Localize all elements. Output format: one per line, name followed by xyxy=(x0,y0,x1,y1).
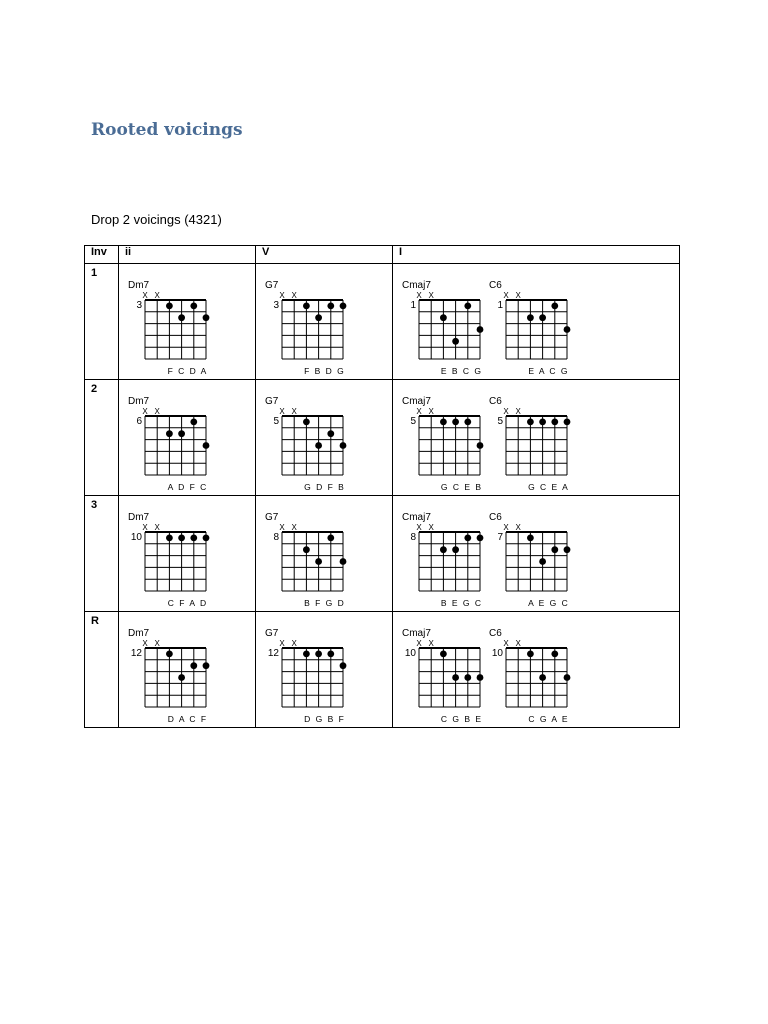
finger-dot xyxy=(340,303,347,310)
note-names: E B C G xyxy=(440,366,483,376)
muted-string-marker: X xyxy=(428,291,434,300)
fret-number: 10 xyxy=(404,648,416,659)
chord-diagram xyxy=(393,496,490,608)
chord-diagram xyxy=(480,612,577,724)
finger-dot xyxy=(190,535,197,542)
section-subtitle: Drop 2 voicings (4321) xyxy=(91,212,222,227)
finger-dot xyxy=(440,419,447,426)
finger-dot xyxy=(452,419,459,426)
chord-diagram xyxy=(256,380,353,492)
muted-string-marker: X xyxy=(515,407,521,416)
finger-dot xyxy=(527,535,534,542)
finger-dot xyxy=(440,651,447,658)
finger-dot xyxy=(464,674,471,681)
note-names: F C D A xyxy=(167,366,208,376)
note-names: A D F C xyxy=(167,482,208,492)
finger-dot xyxy=(452,674,459,681)
finger-dot xyxy=(166,430,173,437)
inversion-label: 1 xyxy=(85,264,119,380)
chord-name: C6 xyxy=(489,396,502,407)
finger-dot xyxy=(539,674,546,681)
chord-diagram xyxy=(256,496,353,608)
chord-name: C6 xyxy=(489,628,502,639)
inversion-label: 3 xyxy=(85,496,119,612)
finger-dot xyxy=(303,546,310,553)
chord-name: Dm7 xyxy=(128,396,150,407)
finger-dot xyxy=(303,303,310,310)
finger-dot xyxy=(327,303,334,310)
table-row xyxy=(85,496,680,612)
finger-dot xyxy=(315,314,322,321)
muted-string-marker: X xyxy=(503,291,509,300)
finger-dot xyxy=(551,546,558,553)
chord-diagram-wrapper xyxy=(119,612,216,724)
table-row xyxy=(85,612,680,728)
chord-diagram-wrapper xyxy=(256,612,353,724)
chord-diagram-wrapper xyxy=(256,380,353,492)
note-names: G C E A xyxy=(528,482,570,492)
finger-dot xyxy=(340,442,347,449)
chord-diagram xyxy=(393,380,490,492)
finger-dot xyxy=(340,662,347,669)
note-names: C F A D xyxy=(167,598,208,608)
muted-string-marker: X xyxy=(515,291,521,300)
finger-dot xyxy=(564,326,571,333)
chord-diagram xyxy=(480,380,577,492)
muted-string-marker: X xyxy=(515,523,521,532)
muted-string-marker: X xyxy=(416,407,422,416)
fret-number: 1 xyxy=(497,300,503,311)
chord-name: Cmaj7 xyxy=(402,396,431,407)
finger-dot xyxy=(190,303,197,310)
finger-dot xyxy=(203,314,210,321)
note-names: B F G D xyxy=(304,598,346,608)
finger-dot xyxy=(178,674,185,681)
chord-diagram-wrapper xyxy=(119,380,216,492)
chord-cell xyxy=(256,264,393,380)
chord-diagram-wrapper xyxy=(393,496,490,608)
chord-name: C6 xyxy=(489,280,502,291)
fret-number: 5 xyxy=(273,416,279,427)
finger-dot xyxy=(527,651,534,658)
finger-dot xyxy=(539,558,546,565)
chord-cell xyxy=(119,264,256,380)
finger-dot xyxy=(564,674,571,681)
muted-string-marker: X xyxy=(428,639,434,648)
fret-number: 3 xyxy=(273,300,279,311)
chord-name: G7 xyxy=(265,628,279,639)
muted-string-marker: X xyxy=(503,523,509,532)
muted-string-marker: X xyxy=(154,291,160,300)
muted-string-marker: X xyxy=(291,291,297,300)
chord-diagram xyxy=(393,612,490,724)
chord-table xyxy=(84,245,680,728)
chord-diagram xyxy=(119,496,216,608)
finger-dot xyxy=(440,546,447,553)
muted-string-marker: X xyxy=(279,523,285,532)
chord-name: Dm7 xyxy=(128,280,150,291)
table-row xyxy=(85,380,680,496)
chord-name: G7 xyxy=(265,396,279,407)
header-v: V xyxy=(256,246,393,264)
finger-dot xyxy=(327,651,334,658)
note-names: D G B F xyxy=(304,714,346,724)
muted-string-marker: X xyxy=(428,523,434,532)
chord-diagram-wrapper xyxy=(480,264,577,376)
chord-name: G7 xyxy=(265,512,279,523)
chord-diagram xyxy=(480,264,577,376)
muted-string-marker: X xyxy=(291,407,297,416)
finger-dot xyxy=(178,535,185,542)
finger-dot xyxy=(452,338,459,345)
fret-number: 7 xyxy=(497,532,503,543)
chord-name: G7 xyxy=(265,280,279,291)
chord-cell xyxy=(119,496,256,612)
finger-dot xyxy=(303,651,310,658)
chord-cell xyxy=(256,612,393,728)
chord-diagram-wrapper xyxy=(119,496,216,608)
finger-dot xyxy=(327,535,334,542)
note-names: D A C F xyxy=(167,714,208,724)
chord-name: Cmaj7 xyxy=(402,512,431,523)
muted-string-marker: X xyxy=(154,407,160,416)
chord-diagram xyxy=(393,264,490,376)
fret-number: 3 xyxy=(136,300,142,311)
fret-number: 10 xyxy=(130,532,142,543)
muted-string-marker: X xyxy=(142,639,148,648)
muted-string-marker: X xyxy=(279,291,285,300)
finger-dot xyxy=(551,419,558,426)
finger-dot xyxy=(203,662,210,669)
finger-dot xyxy=(178,430,185,437)
muted-string-marker: X xyxy=(503,407,509,416)
chord-name: C6 xyxy=(489,512,502,523)
header-i: I xyxy=(393,246,680,264)
chord-diagram-wrapper xyxy=(119,264,216,376)
chord-diagram xyxy=(119,264,216,376)
table-row xyxy=(85,264,680,380)
fret-number: 12 xyxy=(130,648,142,659)
muted-string-marker: X xyxy=(279,407,285,416)
finger-dot xyxy=(564,419,571,426)
note-names: G C E B xyxy=(440,482,483,492)
header-inv: Inv xyxy=(85,246,119,264)
finger-dot xyxy=(551,303,558,310)
chord-cell xyxy=(119,612,256,728)
chord-diagram-wrapper xyxy=(480,496,577,608)
chord-diagram-wrapper xyxy=(393,612,490,724)
finger-dot xyxy=(190,662,197,669)
finger-dot xyxy=(315,651,322,658)
muted-string-marker: X xyxy=(416,291,422,300)
fret-number: 5 xyxy=(410,416,416,427)
muted-string-marker: X xyxy=(503,639,509,648)
finger-dot xyxy=(464,419,471,426)
chord-diagram-wrapper xyxy=(256,264,353,376)
chord-cell xyxy=(393,612,680,728)
finger-dot xyxy=(527,314,534,321)
muted-string-marker: X xyxy=(291,523,297,532)
chord-cell xyxy=(119,380,256,496)
note-names: G D F B xyxy=(304,482,346,492)
inversion-label: R xyxy=(85,612,119,728)
muted-string-marker: X xyxy=(142,523,148,532)
inversion-label: 2 xyxy=(85,380,119,496)
chord-diagram-wrapper xyxy=(480,380,577,492)
finger-dot xyxy=(166,535,173,542)
finger-dot xyxy=(327,430,334,437)
finger-dot xyxy=(178,314,185,321)
muted-string-marker: X xyxy=(416,639,422,648)
note-names: B E G C xyxy=(440,598,483,608)
chord-name: Cmaj7 xyxy=(402,280,431,291)
chord-diagram-wrapper xyxy=(393,380,490,492)
finger-dot xyxy=(452,546,459,553)
finger-dot xyxy=(464,303,471,310)
fret-number: 8 xyxy=(273,532,279,543)
note-names: C G A E xyxy=(528,714,570,724)
fret-number: 12 xyxy=(267,648,279,659)
chord-diagram xyxy=(480,496,577,608)
fret-number: 6 xyxy=(136,416,142,427)
finger-dot xyxy=(166,651,173,658)
finger-dot xyxy=(315,558,322,565)
chord-name: Cmaj7 xyxy=(402,628,431,639)
muted-string-marker: X xyxy=(142,291,148,300)
muted-string-marker: X xyxy=(428,407,434,416)
muted-string-marker: X xyxy=(142,407,148,416)
fret-number: 8 xyxy=(410,532,416,543)
finger-dot xyxy=(315,442,322,449)
note-names: E A C G xyxy=(528,366,570,376)
fret-number: 1 xyxy=(410,300,416,311)
chord-cell xyxy=(393,496,680,612)
muted-string-marker: X xyxy=(515,639,521,648)
finger-dot xyxy=(203,535,210,542)
muted-string-marker: X xyxy=(279,639,285,648)
finger-dot xyxy=(440,314,447,321)
chord-diagram xyxy=(119,380,216,492)
finger-dot xyxy=(166,303,173,310)
finger-dot xyxy=(539,314,546,321)
chord-cell xyxy=(256,380,393,496)
finger-dot xyxy=(527,419,534,426)
muted-string-marker: X xyxy=(416,523,422,532)
note-names: F B D G xyxy=(304,366,346,376)
finger-dot xyxy=(340,558,347,565)
finger-dot xyxy=(190,419,197,426)
chord-name: Dm7 xyxy=(128,512,150,523)
note-names: A E G C xyxy=(528,598,570,608)
finger-dot xyxy=(303,419,310,426)
muted-string-marker: X xyxy=(154,523,160,532)
finger-dot xyxy=(564,546,571,553)
chord-cell xyxy=(256,496,393,612)
note-names: C G B E xyxy=(440,714,483,724)
header-ii: ii xyxy=(119,246,256,264)
chord-diagram xyxy=(119,612,216,724)
chord-diagram xyxy=(256,612,353,724)
header-row xyxy=(85,246,680,264)
page-title: Rooted voicings xyxy=(91,120,243,140)
chord-name: Dm7 xyxy=(128,628,150,639)
chord-diagram-wrapper xyxy=(480,612,577,724)
chord-diagram-wrapper xyxy=(256,496,353,608)
finger-dot xyxy=(203,442,210,449)
fret-number: 10 xyxy=(491,648,503,659)
fret-number: 5 xyxy=(497,416,503,427)
chord-cell xyxy=(393,380,680,496)
chord-diagram-wrapper xyxy=(393,264,490,376)
chord-diagram xyxy=(256,264,353,376)
finger-dot xyxy=(464,535,471,542)
chord-cell xyxy=(393,264,680,380)
finger-dot xyxy=(551,651,558,658)
muted-string-marker: X xyxy=(291,639,297,648)
finger-dot xyxy=(539,419,546,426)
muted-string-marker: X xyxy=(154,639,160,648)
